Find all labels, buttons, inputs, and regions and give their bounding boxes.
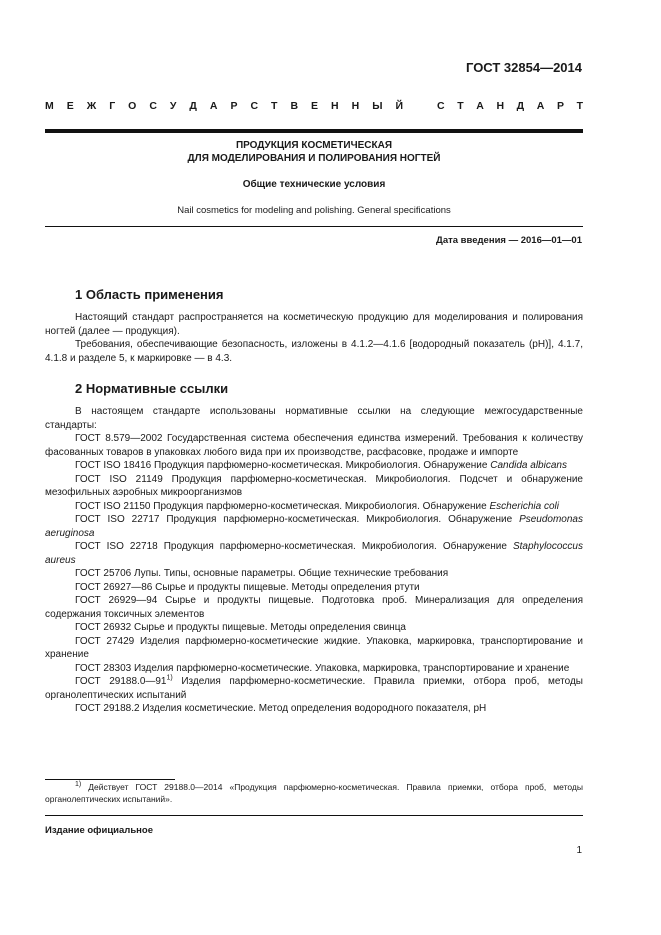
section-1-paragraph-2: Требования, обеспечивающие безопасность, изложены в 4.1.2—4.1.6 [водородный показатель (pH)], 4.1.7, 4.1.8 и разделе 5, к маркировке — в 4.3. [45, 339, 583, 364]
page-number: 1 [576, 845, 582, 856]
reference-text: ГОСТ 26927—86 Сырье и продукты пищевые. Методы определения ртути [75, 581, 420, 593]
interstate-right [437, 100, 583, 112]
section-1-paragraph-1: Настоящий стандарт распространяется на косметическую продукцию для моделирования и полирования ногтей (далее — продукция). [45, 312, 583, 337]
reference-text: ГОСТ ISO 22717 Продукция парфюмерно-косметическая. Микробиология. Обнаружение [75, 514, 520, 525]
date-of-introduction: Дата введения — 2016—01—01 [436, 235, 582, 246]
reference-list [45, 432, 583, 675]
reference-text: ГОСТ 26932 Сырье и продукты пищевые. Методы определения свинца [75, 622, 406, 633]
reference-text: ГОСТ ISO 21150 Продукция парфюмерно-косметическая. Микробиология. Обнаружение [75, 500, 490, 512]
reference-item [45, 621, 583, 635]
reference-item [45, 473, 583, 500]
interstate-left [45, 100, 403, 112]
reference-item [45, 459, 583, 473]
heading-letter: А [476, 100, 484, 112]
heading-letter: О [128, 100, 137, 112]
reference-item: ГОСТ 29188.2 Изделия косметические. Метод определения водородного показателя, pH [75, 703, 487, 714]
heading-letter: Н [351, 100, 360, 112]
reference-item [45, 500, 583, 514]
interstate-standard-heading [45, 100, 583, 112]
heading-letter: Ы [372, 100, 383, 112]
heading-letter: Й [395, 100, 403, 112]
footnote-marker: 1) [166, 674, 173, 682]
document-subtitle: Общие технические условия [242, 179, 386, 190]
section-2-body [45, 405, 583, 716]
reference-item [45, 513, 583, 540]
reference-text: ГОСТ 28303 Изделия парфюмерно-косметические. Упаковка, маркировка, транспортирование и хранение [75, 662, 570, 674]
header-rule [45, 129, 583, 133]
reference-item [45, 635, 583, 662]
reference-text: ГОСТ ISO 22718 Продукция парфюмерно-косметическая. Микробиология. Обнаружение [75, 541, 513, 552]
title-line-2: ДЛЯ МОДЕЛИРОВАНИЯ И ПОЛИРОВАНИЯ НОГТЕЙ [187, 152, 441, 164]
heading-letter: Е [66, 100, 74, 112]
reference-text: ГОСТ ISO 18416 Продукция парфюмерно-косметическая. Микробиология. Обнаружение [75, 460, 491, 471]
heading-letter: Е [311, 100, 319, 112]
heading-letter: Ж [86, 100, 97, 112]
reference-item [45, 581, 583, 595]
footnote-mark: 1) [75, 781, 82, 789]
reference-text: ГОСТ 8.579—2002 Государственная система обеспечения единства измерений. Требования к количеству фасованных товаров в упаковках любого вида при их производстве, расфасовке, продаже и импорте [45, 433, 583, 458]
footnote-rule [45, 779, 175, 780]
heading-letter: М [45, 100, 54, 112]
gost-code: ГОСТ 32854—2014 [466, 60, 582, 75]
heading-letter: А [209, 100, 218, 112]
reference-organism: Escherichia coli [489, 500, 559, 512]
section-1-body [45, 311, 583, 365]
title-line-1: ПРОДУКЦИЯ КОСМЕТИЧЕСКАЯ [235, 140, 393, 151]
heading-letter: Р [230, 100, 238, 112]
reference-item [45, 662, 583, 676]
reference-item [45, 567, 583, 581]
reference-organism: Candida albicans [490, 460, 567, 471]
reference-text: ГОСТ 27429 Изделия парфюмерно-косметические жидкие. Упаковка, маркировка, транспортирование и хранение [45, 635, 583, 660]
footnote [45, 782, 583, 805]
reference-item [45, 594, 583, 621]
section-1-title: 1 Область применения [75, 287, 224, 302]
reference-organism: Staphylococcus aureus [45, 541, 583, 566]
reference-organism: Pseudomonas aeruginosa [45, 514, 583, 539]
footer-rule [45, 815, 583, 816]
reference-item [45, 540, 583, 567]
heading-letter: Р [556, 100, 564, 112]
heading-letter: В [290, 100, 299, 112]
heading-letter: С [149, 100, 157, 112]
reference-item [45, 432, 583, 459]
reference-code: ГОСТ 29188.0—91 [75, 676, 167, 687]
section-2-intro: В настоящем стандарте использованы нормативные ссылки на следующие межгосударственные стандарты: [45, 406, 583, 431]
title-rule [45, 226, 583, 227]
official-edition-label: Издание официальное [45, 825, 153, 836]
heading-letter: Н [331, 100, 339, 112]
heading-letter: У [169, 100, 177, 112]
english-title: Nail cosmetics for modeling and polishing. General specifications [177, 205, 451, 216]
heading-letter: Г [109, 100, 116, 112]
heading-letter: С [437, 100, 445, 112]
section-2-title: 2 Нормативные ссылки [75, 381, 229, 396]
reference-text: ГОСТ 26929—94 Сырье и продукты пищевые. Подготовка проб. Минерализация для определения содержания токсичных элементов [45, 595, 583, 620]
footnote-text: Действует ГОСТ 29188.0—2014 «Продукция парфюмерно-косметическая. Правила приемки, отбора проб, методы органолептических испытаний». [45, 782, 583, 804]
heading-letter: Д [516, 100, 525, 112]
heading-letter: Д [189, 100, 197, 112]
heading-letter: С [250, 100, 259, 112]
heading-letter: Т [576, 100, 583, 112]
reference-item [45, 675, 583, 702]
reference-text: ГОСТ ISO 21149 Продукция парфюмерно-косметическая. Микробиология. Подсчет и обнаружение мезофильных аэробных микроорганизмов [45, 473, 583, 498]
heading-letter: Н [496, 100, 505, 112]
heading-letter: Т [457, 100, 464, 112]
reference-text: Изделия парфюмерно-косметические. Правила приемки, отбора проб, методы органолептических испытаний [45, 676, 583, 701]
reference-text: ГОСТ 25706 Лупы. Типы, основные параметры. Общие технические требования [75, 568, 449, 579]
heading-letter: Т [271, 100, 278, 112]
document-title [45, 140, 583, 165]
heading-letter: А [536, 100, 545, 112]
